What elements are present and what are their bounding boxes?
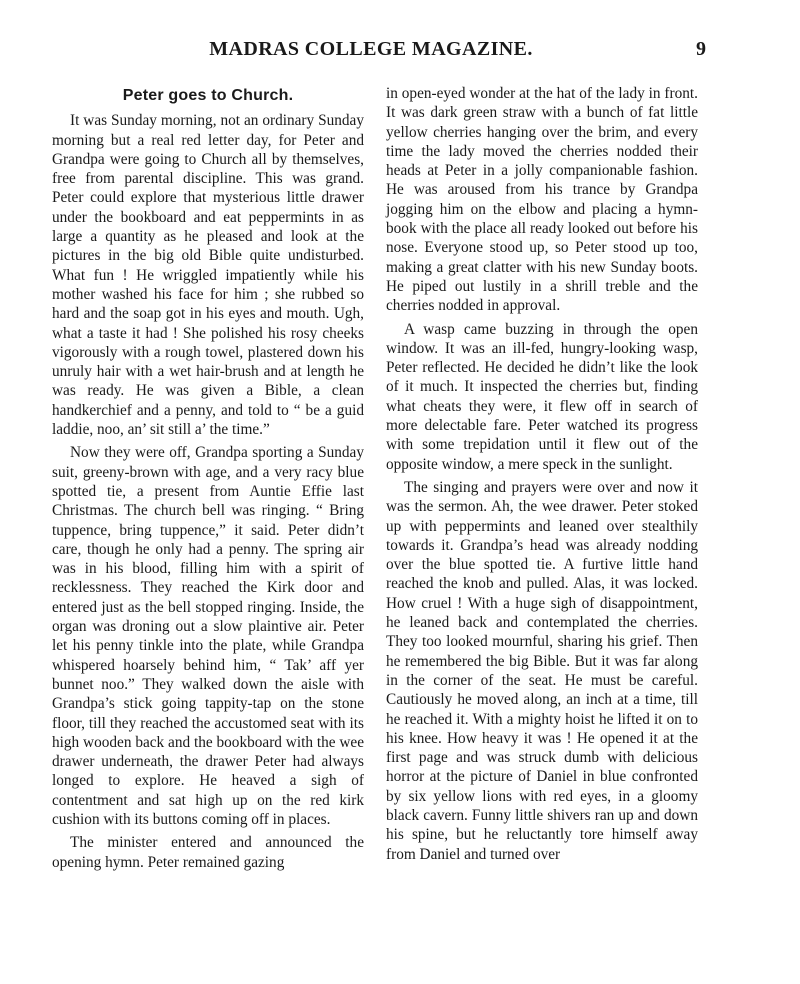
paragraph: A wasp came buzzing in through the open window. It was an ill-fed, hungry-looking wasp, Peter reflected. He decided he didn’t like the look of it much. It inspected the cherries but, finding what cheats they were, it flew off in search of more delectable fare. Peter watched its progress with some trepidation until it flew out of the opposite window, a mere speck in the sunlight. xyxy=(386,320,698,473)
paragraph: It was Sunday morning, not an ordinary Sunday morning but a real red letter day, for Peter and Grandpa were going to Church all by themselves, free from parental discipline. This was grand. Peter could explore that mysterious little drawer under the bookboard and eat peppermints in as large a quantity as he pleased and look at the pictures in the big old Bible quite undisturbed. What fun ! He wriggled impatiently while his mother washed his face for him ; she rubbed so hard and the soap got in his eyes and mouth. Ugh, what a taste it had ! She polished his rosy cheeks vigorously with a rough towel, plastered down his unruly hair with a wet hair-brush and at length he was ready. He was given a Bible, a clean handkerchief and a penny, and told to “ be a guid laddie, noo, an’ sit still a’ the time.” xyxy=(52,112,364,439)
paragraph-continuation: in open-eyed wonder at the hat of the lady in front. It was dark green straw with a bunch of fat little yellow cherries hanging over the brim, and every time the lady moved the cherries nodded their heads at Peter in a jolly companionable fashion. He was aroused from his trance by Grandpa jogging him on the elbow and placing a hymn-book with the place all ready looked out before his nose. Everyone stood up, so Peter stood up too, making a great clatter with his new Sunday boots. He piped out lustily in a shrill treble and the cherries nodded in approval. xyxy=(386,85,698,315)
paragraph: The minister entered and announced the opening hymn. Peter remained gazing xyxy=(52,834,364,871)
paragraph: Now they were off, Grandpa sporting a Sunday suit, greeny-brown with age, and a very racy blue spotted tie, a present from Auntie Effie last Christmas. The church bell was ringing. “ Bring tuppence, bring tuppence,” it said. Peter didn’t care, though he only had a penny. The spring air was in his blood, filling him with a spirit of recklessness. They reached the Kirk door and entered just as the bell stopped ringing. Inside, the organ was droning out a slow plaintive air. Peter let his penny tinkle into the plate, while Grandpa whispered hoarsely behind him, “ Tak’ aff yer bunnet noo.” They walked down the aisle with Grandpa’s stick going tappity-tap on the stone floor, till they reached the accustomed seat with its high wooden back and the bookboard with the wee drawer underneath, the drawer Peter had always longed to explore. He heaved a sigh of contentment and sat high up on the red kirk cushion with its buttons coming off in places. xyxy=(52,444,364,828)
running-head: MADRAS COLLEGE MAGAZINE. xyxy=(209,38,533,60)
left-column xyxy=(52,84,364,872)
right-column xyxy=(386,84,698,864)
article-title: Peter goes to Church. xyxy=(122,87,294,104)
paragraph: The singing and prayers were over and now it was the sermon. Ah, the wee drawer. Peter stoked up with peppermints and leaned over stealthily towards it. Grandpa’s head was already nodding over the blue spotted tie. A furtive little hand reached the knob and pulled. Alas, it was locked. How cruel ! With a huge sigh of disappointment, he leaned back and contemplated the cherries. They too looked mournful, sharing his grief. Then he remembered the big Bible. But it was far along in the corner of the seat. He must be careful. Cautiously he moved along, an inch at a time, till he reached it. With a mighty hoist he lifted it on to his knee. How heavy it was ! He opened it at the first page and was struck dumb with delicious horror at the picture of Daniel in blue confronted by six yellow lions with red eyes, in a gloomy black cavern. Funny little shivers ran up and down his spine, but he reluctantly tore himself away from Daniel and turned over xyxy=(386,478,698,863)
page-number: 9 xyxy=(696,38,706,60)
